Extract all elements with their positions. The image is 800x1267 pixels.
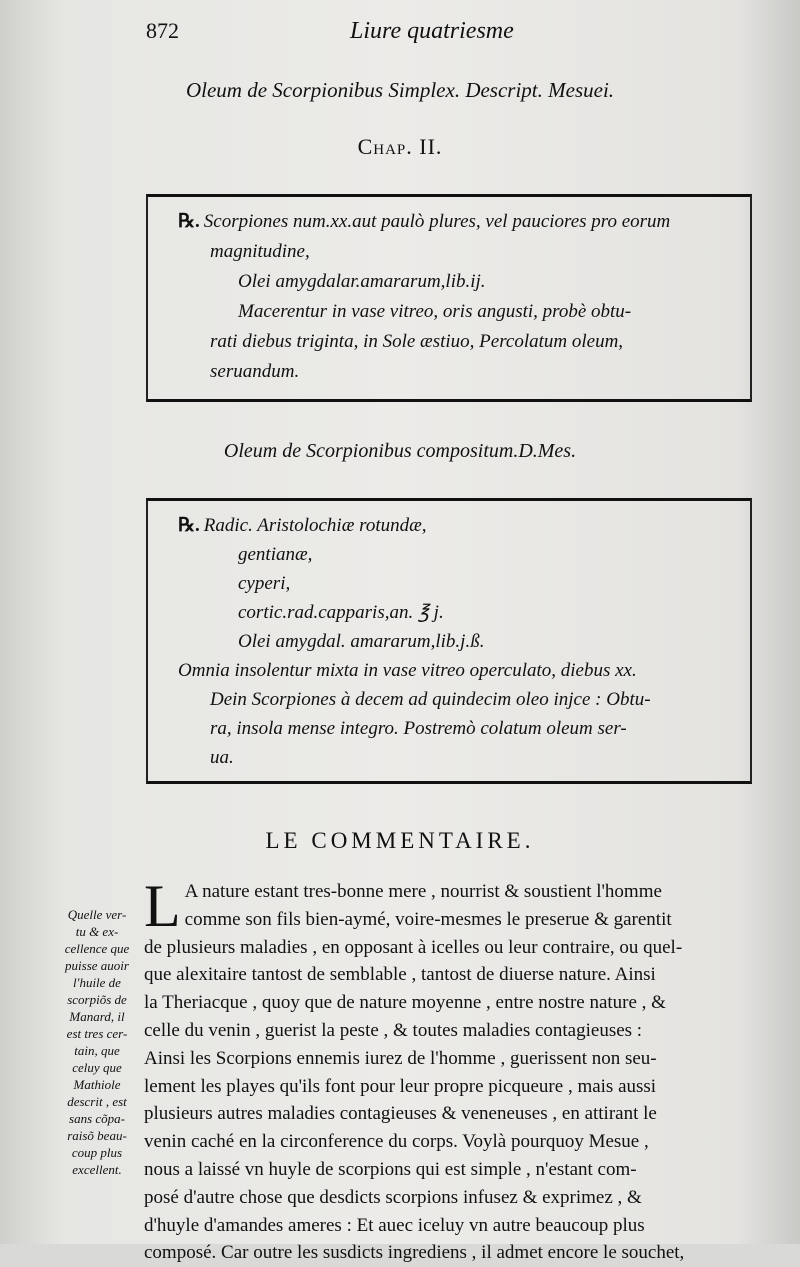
- drop-cap: L: [144, 873, 181, 939]
- recipe-line: Olei amygdalar.amararum,lib.ij.: [238, 271, 486, 292]
- body-line: composé. Car outre les susdicts ingrediens , il admet encore le souchet,: [144, 1242, 685, 1264]
- body-line: plusieurs autres maladies contagieuses & veneneuses , en attirant le: [144, 1103, 657, 1125]
- page-header: [0, 14, 800, 54]
- recipe-line: seruandum.: [210, 361, 300, 382]
- recipe-line: Dein Scorpiones à decem ad quindecim oleo injce : Obtu-: [210, 689, 651, 710]
- section-title-compositum: Oleum de Scorpionibus compositum.D.Mes.: [223, 440, 577, 462]
- body-line: lement les playes qu'ils font pour leur propre picqueure , mais aussi: [144, 1075, 657, 1097]
- recipe-line: cortic.rad.capparis,an. ℥ j.: [238, 602, 444, 623]
- recipe-line: ℞. Radic. Aristolochiæ rotundæ,: [178, 515, 427, 536]
- recipe-line: rati diebus triginta, in Sole æstiuo, Percolatum oleum,: [210, 331, 624, 352]
- recipe-box-compositum: [146, 498, 752, 784]
- recipe-line: gentianæ,: [238, 544, 313, 565]
- recipe-symbol: ℞.: [178, 211, 200, 232]
- recipe-box-simplex: [146, 194, 752, 402]
- running-title: Liure quatriesme: [350, 18, 514, 44]
- margin-note: Quelle ver- tu & ex- cellence que puisse auoir l'huile de scorpiõs de Manard, il est tres cer- tain, que celuy que Mathiole descrit , est sans cõpa- raisõ beau- coup plus excellent.: [64, 907, 130, 1177]
- recipe-line: magnitudine,: [210, 241, 310, 262]
- body-line: que alexitaire tantost de semblable , tantost de diuerse nature. Ainsi: [144, 964, 656, 986]
- body-line: A nature estant tres-bonne mere , nourrist & soustient l'homme: [184, 881, 662, 902]
- recipe-line: cyperi,: [238, 573, 291, 594]
- body-line: Ainsi les Scorpions ennemis iurez de l'homme , guerissent non seu-: [144, 1047, 657, 1069]
- body-line: comme son fils bien-aymé, voire-mesmes le preserue & garentit: [184, 908, 672, 930]
- body-line: celle du venin , guerist la peste , & toutes maladies contagieuses :: [144, 1019, 643, 1041]
- recipe-line: ra, insola mense integro. Postremò colatum oleum ser-: [210, 718, 627, 739]
- body-line: la Theriacque , quoy que de nature moyenne , entre nostre nature , &: [144, 992, 666, 1014]
- body-line: posé d'autre chose que desdicts scorpions infusez & exprimez , &: [144, 1186, 642, 1208]
- body-line: venin caché en la circonference du corps. Voylà pourquoy Mesue ,: [144, 1131, 649, 1153]
- page-number: 872: [146, 18, 179, 43]
- recipe-line: Omnia insolentur mixta in vase vitreo operculato, diebus xx.: [178, 660, 637, 681]
- recipe-line: ℞. Scorpiones num.xx.aut paulò plures, vel pauciores pro eorum: [178, 211, 671, 232]
- body-line: nous a laissé vn huyle de scorpions qui est simple , n'estant com-: [144, 1158, 637, 1180]
- commentary-title: LE COMMENTAIRE.: [265, 828, 535, 853]
- body-line: d'huyle d'amandes ameres : Et auec iceluy vn autre beaucoup plus: [144, 1214, 645, 1236]
- body-line: de plusieurs maladies , en opposant à icelles ou leur contraire, ou quel-: [144, 936, 683, 958]
- recipe-line: ua.: [210, 747, 234, 768]
- section-title-simplex: Oleum de Scorpionibus Simplex. Descript. Mesuei.: [185, 78, 615, 102]
- recipe-symbol: ℞.: [178, 515, 200, 536]
- recipe-line: Macerentur in vase vitreo, oris angusti, probè obtu-: [238, 301, 632, 322]
- chapter-heading: Chap. II.: [357, 134, 443, 159]
- commentary-body: [144, 873, 756, 1267]
- recipe-line: Olei amygdal. amararum,lib.j.ß.: [238, 631, 485, 652]
